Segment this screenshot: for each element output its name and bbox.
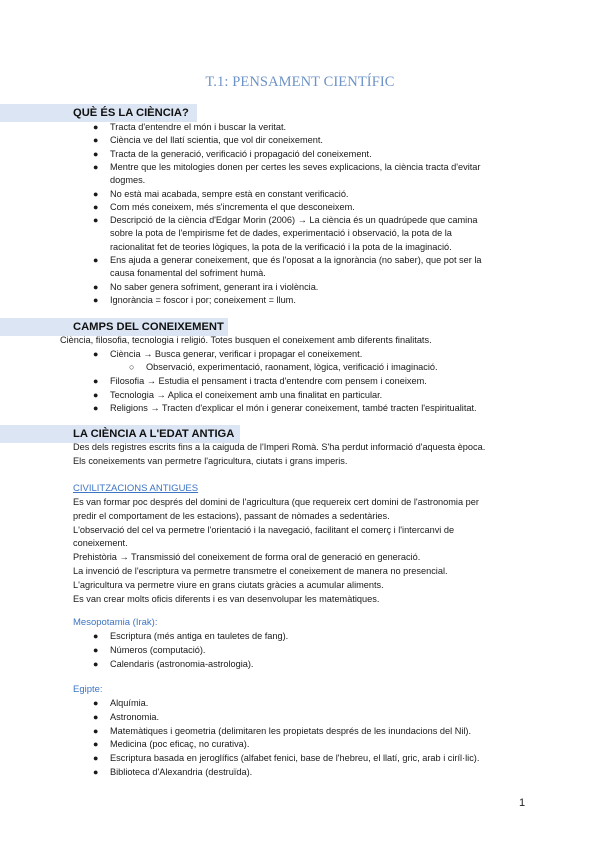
bullet-marker: ● [93,767,99,777]
bullet-marker: ● [93,698,99,708]
que-es-bullet-text: Ens ajuda a generar coneixement, que és l'oposat a la ignorància (no saber), que pot ser la [110,255,482,265]
que-es-bullet-text: Mentre que les mitologies donen per certes les seves explicacions, la ciència tracta d'evitar [110,161,481,172]
bullet-marker: ● [93,201,99,212]
mesopotamia-bullet-text: Escriptura (més antiga en tauletes de fang). [110,631,289,641]
bullet-marker: ● [93,122,99,132]
heading-camps-del-coneixement: CAMPS DEL CONEIXEMENT [73,321,224,333]
que-es-bullet-text: Tracta de la generació, verificació i propagació del coneixement. [110,148,372,159]
bullet-marker: ● [93,135,99,146]
camps-bullet-text: Filosofia → Estudia el pensament i tracta d'entendre com pensem i coneixem. [110,376,427,386]
mesopotamia-bullet-text: Calendaris (astronomia-astrologia). [110,658,254,669]
bullet-marker: ● [93,294,99,305]
page-number: 1 [519,797,526,809]
civilitzacions-line: L'agricultura va permetre viure en grans ciutats gràcies a acumular aliments. [73,579,384,590]
bullet-marker: ● [93,403,99,413]
civilitzacions-line: L'observació del cel va permetre l'orientació i la navegació, facilitant el comerç i l'intercanvi de [73,524,455,535]
heading-edat-antiga: LA CIÈNCIA A L'EDAT ANTIGA [73,428,235,440]
que-es-bullet-text: Tracta d'entendre el món i buscar la veritat. [110,122,287,132]
que-es-bullet-text: No està mai acabada, sempre està en constant verificació. [110,188,349,199]
egipte-bullet-text: Astronomia. [110,711,160,722]
que-es-bullet-text: Descripció de la ciència d'Edgar Morin (2006) → La ciència és un quadrúpede que camina [110,215,478,226]
bullet-marker: ● [93,188,99,199]
civilitzacions-line: predir el comportament de les estacions), passant de nòmades a sedentàries. [73,510,390,521]
bullet-marker: ● [93,644,99,655]
camps-bullet-text: Tecnologia → Aplica el coneixement amb una finalitat en particular. [110,390,383,400]
bullet-marker: ● [93,631,99,641]
civilitzacions-antigues-link[interactable]: CIVILITZACIONS ANTIGUES [73,483,199,494]
bullet-marker: ● [93,739,99,750]
que-es-bullet-text: causa fonamental del sofriment humà. [110,268,266,279]
civilitzacions-line: coneixement. [73,538,128,549]
que-es-bullet-text: dogmes. [110,175,146,186]
que-es-bullet-text: Ignorància = foscor i por; coneixement = llum. [110,294,296,305]
civilitzacions-line: La invenció de l'escriptura va permetre transmetre el coneixement de manera no presencial. [73,566,448,576]
heading-que-es-la-ciencia: QUÈ ÉS LA CIÈNCIA? [73,107,189,119]
que-es-bullet-text: racionalitat fet de teories lògiques, la pota de la verificació i la pota de la imaginació. [110,241,452,252]
bullet-marker: ● [93,753,99,764]
bullet-marker: ● [93,390,99,400]
bullet-marker: ● [93,215,99,226]
antiga-intro-line: Els coneixements van permetre l'agricultura, ciutats i grans imperis. [73,456,348,466]
bullet-marker: ● [93,148,99,159]
bullet-marker: ● [93,725,99,736]
que-es-bullet-text: sobre la pota de l'empirisme fet de dades, experimentació i observació, la pota de la [110,228,452,239]
camps-intro: Ciència, filosofia, tecnologia i religió. Totes busquen el coneixement amb diferents finalitats. [60,335,432,345]
bullet-marker: ● [93,349,99,359]
egipte-heading: Egipte: [73,684,103,695]
que-es-bullet-text: Ciència ve del llatí scientia, que vol dir coneixement. [110,135,323,146]
que-es-bullet-text: Com més coneixem, més s'incrementa el que desconeixem. [110,201,355,212]
egipte-bullet-text: Biblioteca d'Alexandria (destruïda). [110,767,253,777]
bullet-marker: ● [93,281,99,292]
civilitzacions-line: Es van formar poc després del domini de l'agricultura (que requereix cert domini de l'astronomia per [73,497,479,507]
egipte-bullet-text: Medicina (poc eficaç, no curativa). [110,739,250,750]
camps-bullet-text: Religions → Tracten d'explicar el món i generar coneixement, també tracten l'espiritualitat. [110,403,477,413]
antiga-intro-line: Des dels registres escrits fins a la caiguda de l'Imperi Romà. S'ha perdut informació d'aquesta època. [73,442,486,452]
bullet-marker: ● [93,658,99,669]
que-es-bullet-text: No saber genera sofriment, generant ira i violència. [110,281,319,292]
camps-sub-bullet-text: Observació, experimentació, raonament, lògica, verificació i imaginació. [146,362,438,372]
egipte-bullet-text: Escriptura basada en jeroglífics (alfabet fenici, base de l'hebreu, el llatí, gric, arab i ciríl·lic). [110,753,480,764]
bullet-marker: ● [93,161,99,172]
bullet-marker: ● [93,711,99,722]
civilitzacions-line: Es van crear molts oficis diferents i es van desenvolupar les matemàtiques. [73,593,380,604]
sub-bullet-marker: ○ [129,362,135,372]
egipte-bullet-text: Alquímia. [110,698,149,708]
egipte-bullet-text: Matemàtiques i geometria (delimitaren les propietats després de les inundacions del Nil). [110,725,472,736]
document-title: T.1: PENSAMENT CIENTÍFIC [205,74,395,90]
camps-bullet-text: Ciència → Busca generar, verificar i propagar el coneixement. [110,349,363,359]
mesopotamia-heading: Mesopotamia (Irak): [73,617,158,628]
mesopotamia-bullet-text: Números (computació). [110,644,206,655]
bullet-marker: ● [93,376,99,386]
civilitzacions-line: Prehistòria → Transmissió del coneixement de forma oral de generació en generació. [73,552,421,563]
bullet-marker: ● [93,255,99,265]
